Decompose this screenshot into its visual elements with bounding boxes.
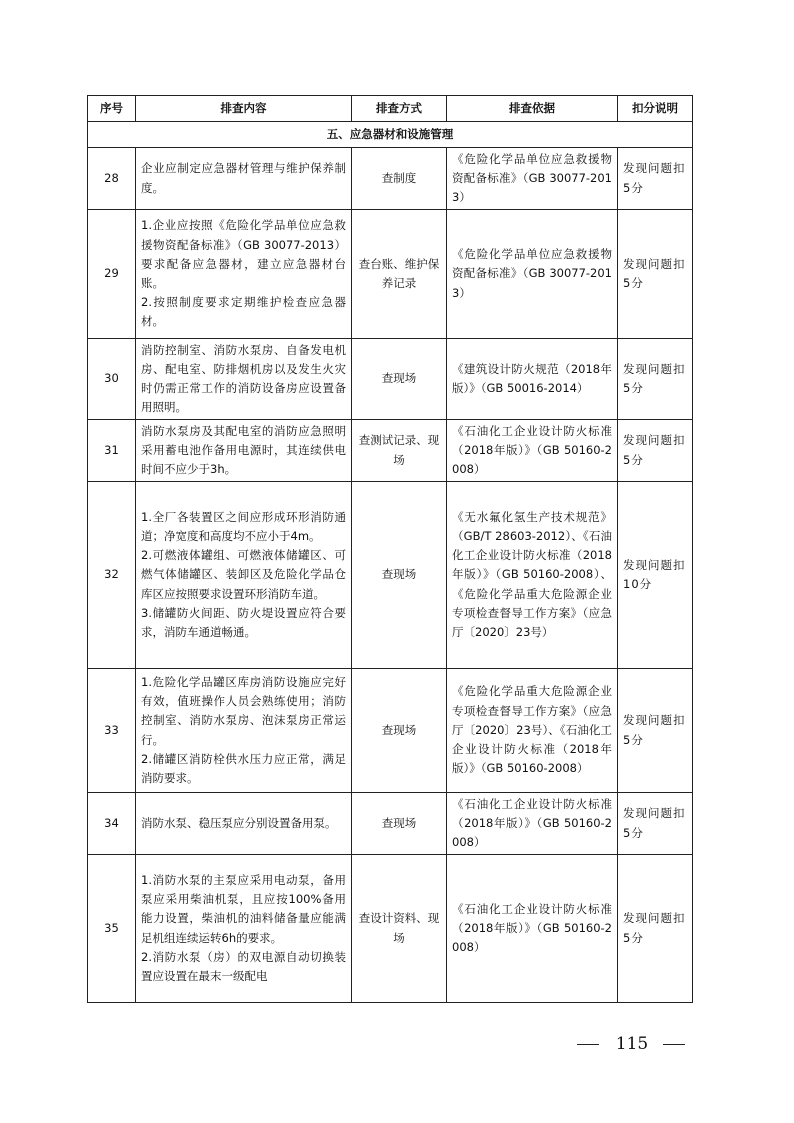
footer-dash-right: [663, 1044, 685, 1045]
content-paragraph: 消防水泵房及其配电室的消防应急照明采用蓄电池作备用电源时，其连续供电时间不应少于3h。: [141, 423, 346, 477]
header-deduction-note: 扣分说明: [618, 96, 693, 122]
row-serial-no: 34: [88, 793, 136, 855]
row-deduction-note: 发现问题扣5分: [618, 339, 693, 420]
content-paragraph: 2.消防水泵（房）的双电源自动切换装置应设置在最末一级配电: [141, 949, 346, 983]
table-row: [88, 420, 693, 482]
row-inspection-method: 查现场: [352, 339, 447, 420]
content-paragraph: 消防水泵、稳压泵应分别设置备用泵。: [141, 815, 337, 830]
row-inspection-method: 查现场: [352, 669, 447, 793]
row-inspection-method: 查台账、维护保养记录: [352, 210, 447, 339]
content-paragraph: 1.企业应按照《危险化学品单位应急救援物资配备标准》（GB 30077-2013）要求配备应急器材，建立应急器材台账。: [141, 218, 346, 290]
basis-paragraph: 《石油化工企业设计防火标准（2018年版）》（GB 50160-2008）: [452, 796, 612, 850]
table-row: [88, 855, 693, 1003]
table-row: [88, 482, 693, 669]
row-inspection-basis: [447, 482, 618, 669]
content-paragraph: 1.消防水泵的主泵应采用电动泵，备用泵应采用柴油机泵，且应按100%备用能力设置，柴油机的油料储备量应能满足机组连续运转6h的要求。: [141, 872, 346, 945]
table-row: [88, 339, 693, 420]
content-paragraph: 1.全厂各装置区之间应形成环形消防通道；净宽度和高度均不应小于4m。: [141, 509, 346, 543]
row-inspection-basis: [447, 339, 618, 420]
content-paragraph: 2.按照制度要求定期维护检查应急器材。: [141, 295, 346, 329]
basis-paragraph: 《危险化学品单位应急救援物资配备标准》（GB 30077-2013）: [452, 247, 612, 300]
row-inspection-method: 查设计资料、现场: [352, 855, 447, 1003]
content-paragraph: 2.可燃液体罐组、可燃液体储罐区、可燃气体储罐区、装卸区及危险化学品仓库区应按照要求设置环形消防车道。: [141, 548, 346, 601]
table-row: [88, 210, 693, 339]
row-inspection-method: 查现场: [352, 793, 447, 855]
row-serial-no: 32: [88, 482, 136, 669]
row-inspection-content: [136, 210, 352, 339]
row-inspection-content: [136, 855, 352, 1003]
audit-checklist-table: [87, 95, 693, 1003]
row-serial-no: 28: [88, 148, 136, 210]
content-paragraph: 企业应制定应急器材管理与维护保养制度。: [141, 161, 346, 195]
row-inspection-method: 查制度: [352, 148, 447, 210]
content-paragraph: 2.储罐区消防栓供水压力应正常，满足消防要求。: [141, 751, 346, 785]
row-inspection-basis: [447, 420, 618, 482]
row-inspection-content: [136, 482, 352, 669]
row-inspection-basis: [447, 669, 618, 793]
header-inspection-method: 排查方式: [352, 96, 447, 122]
row-deduction-note: 发现问题扣5分: [618, 420, 693, 482]
row-deduction-note: 发现问题扣10分: [618, 482, 693, 669]
row-serial-no: 35: [88, 855, 136, 1003]
row-inspection-method: 查测试记录、现场: [352, 420, 447, 482]
table-row: [88, 669, 693, 793]
section-title: 五、应急器材和设施管理: [88, 122, 693, 148]
row-inspection-content: [136, 793, 352, 855]
row-inspection-basis: [447, 793, 618, 855]
page-number: 115: [615, 1034, 649, 1054]
basis-paragraph: 《石油化工企业设计防火标准（2018年版）》（GB 50160-2008）: [452, 423, 612, 477]
row-deduction-note: 发现问题扣5分: [618, 148, 693, 210]
header-inspection-content: 排查内容: [136, 96, 352, 122]
row-inspection-basis: [447, 210, 618, 339]
content-paragraph: 3.储罐防火间距、防火堤设置应符合要求，消防车通道畅通。: [141, 605, 346, 639]
row-serial-no: 30: [88, 339, 136, 420]
row-serial-no: 31: [88, 420, 136, 482]
basis-paragraph: 《建筑设计防火规范（2018年版）》（GB 50016-2014）: [452, 361, 612, 395]
row-deduction-note: 发现问题扣5分: [618, 210, 693, 339]
row-inspection-method: 查现场: [352, 482, 447, 669]
content-paragraph: 1.危险化学品罐区库房消防设施应完好有效，值班操作人员会熟练使用；消防控制室、消防水泵房、泡沫泵房正常运行。: [141, 674, 346, 747]
table-header-row: [88, 96, 693, 122]
table-row: [88, 148, 693, 210]
header-serial-no: 序号: [88, 96, 136, 122]
row-inspection-content: [136, 669, 352, 793]
basis-paragraph: 《石油化工企业设计防火标准（2018年版）》（GB 50160-2008）: [452, 901, 612, 955]
page-footer: [577, 1032, 687, 1056]
basis-paragraph: 《危险化学品重大危险源企业专项检查督导工作方案》（应急厅〔2020〕23号）、《石油化工企业设计防火标准（2018年版）》（GB 50160-2008）: [452, 684, 612, 776]
row-deduction-note: 发现问题扣5分: [618, 793, 693, 855]
basis-paragraph: 《无水氟化氢生产技术规范》（GB/T 28603-2012）、《石油化工企业设计防火标准（2018年版）》（GB 50160-2008）、《危险化学品重大危险源企业专项检查督导工作方案》（应急厅〔2020〕23号）: [452, 509, 612, 639]
row-inspection-basis: [447, 855, 618, 1003]
row-inspection-basis: [447, 148, 618, 210]
basis-paragraph: 《危险化学品单位应急救援物资配备标准》（GB 30077-2013）: [452, 151, 612, 205]
row-inspection-content: [136, 339, 352, 420]
row-serial-no: 33: [88, 669, 136, 793]
row-inspection-content: [136, 148, 352, 210]
row-serial-no: 29: [88, 210, 136, 339]
table-row: [88, 793, 693, 855]
row-deduction-note: 发现问题扣5分: [618, 855, 693, 1003]
header-inspection-basis: 排查依据: [447, 96, 618, 122]
row-deduction-note: 发现问题扣5分: [618, 669, 693, 793]
content-paragraph: 消防控制室、消防水泵房、自备发电机房、配电室、防排烟机房以及发生火灾时仍需正常工作的消防设备房应设置备用照明。: [141, 342, 346, 415]
section-row: [88, 122, 693, 148]
row-inspection-content: [136, 420, 352, 482]
footer-dash-left: [577, 1044, 599, 1045]
